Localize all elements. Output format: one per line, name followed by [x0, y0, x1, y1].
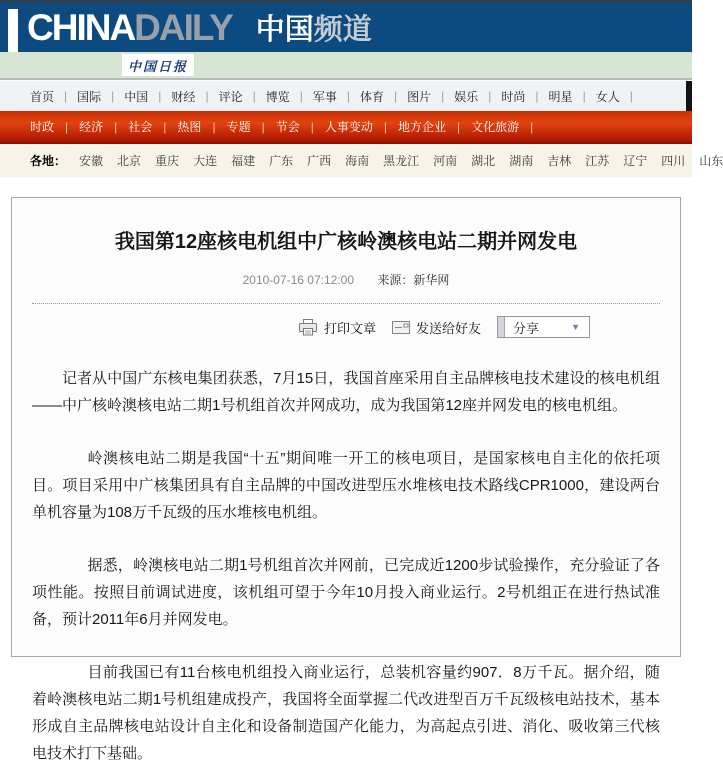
- region-jiangsu[interactable]: 江苏: [585, 154, 610, 168]
- article-source: 来源：新华网: [377, 273, 450, 287]
- nav2-item-festival[interactable]: 节会: [275, 120, 300, 134]
- nav2-item-economy[interactable]: 经济: [79, 120, 104, 134]
- logo-accent-bar: [8, 9, 18, 52]
- share-dropdown[interactable]: [497, 316, 590, 338]
- nav-item-entertainment[interactable]: 娱乐: [454, 89, 479, 104]
- article-title: 我国第12座核电机组中广核岭澳核电站二期并网发电: [114, 231, 578, 253]
- share-dropdown-strip: [498, 317, 505, 337]
- region-jilin[interactable]: 吉林: [547, 154, 572, 168]
- region-dalian[interactable]: 大连: [193, 154, 218, 168]
- nav-item-opinion[interactable]: 评论: [218, 89, 243, 104]
- nav-separator: |: [212, 119, 216, 134]
- nav-item-military[interactable]: 军事: [312, 89, 337, 104]
- send-to-friend-button[interactable]: 发送给好友: [415, 320, 481, 336]
- nav-separator: |: [441, 89, 445, 103]
- chinadaily-logo[interactable]: [27, 9, 232, 46]
- primary-nav: [0, 81, 692, 111]
- cut-off-element: [686, 81, 692, 111]
- brand-china: CHINA: [27, 7, 135, 48]
- nav-separator: |: [535, 89, 539, 103]
- nav-separator: |: [163, 119, 167, 134]
- nav-item-business[interactable]: 财经: [171, 89, 196, 104]
- secondary-nav: [0, 111, 692, 144]
- nav-separator: |: [394, 89, 398, 103]
- print-article-button[interactable]: 打印文章: [323, 320, 376, 336]
- article-paragraph: 目前我国已有11台核电机组投入商业运行，总装机容量约907．8万千瓦。据介绍，随着岭澳核电站二期1号机组建成投产，我国将全面掌握二代改进型百万千瓦级核电站技术，基本形成自主品牌核电站设计自主化和设备制造国产化能力，为高起点引进、消化、吸收第三代核电技术打下基础。: [32, 664, 660, 762]
- article-paragraph: 记者从中国广东核电集团获悉，7月15日，我国首座采用自主品牌核电技术建设的核电机组——中广核岭澳核电站二期1号机组首次并网成功，成为我国第12座并网发电的核电机组。: [32, 370, 660, 414]
- nav-separator: |: [310, 119, 314, 134]
- nav2-item-personnel[interactable]: 人事变动: [324, 120, 373, 134]
- nav-separator: |: [346, 89, 350, 103]
- chevron-down-icon: ▼: [571, 322, 580, 332]
- regions-label: 各地：: [30, 154, 67, 168]
- dotted-divider: [32, 303, 660, 304]
- region-beijing[interactable]: 北京: [117, 154, 142, 168]
- nav-separator: |: [261, 119, 265, 134]
- region-guangxi[interactable]: 广西: [307, 154, 332, 168]
- region-hainan[interactable]: 海南: [345, 154, 370, 168]
- nav2-item-culture-tourism[interactable]: 文化旅游: [471, 120, 520, 134]
- send-email-icon[interactable]: [392, 321, 410, 334]
- region-guangdong[interactable]: 广东: [269, 154, 294, 168]
- nav-item-photo[interactable]: 图片: [407, 89, 432, 104]
- nav2-item-politics[interactable]: 时政: [30, 120, 55, 134]
- region-henan[interactable]: 河南: [433, 154, 458, 168]
- printer-icon[interactable]: [298, 319, 318, 336]
- region-heilongjiang[interactable]: 黑龙江: [383, 154, 420, 168]
- publish-date: 2010-07-16 07:12:00: [242, 273, 355, 287]
- nav-separator: |: [629, 89, 633, 103]
- nav-separator: |: [299, 89, 303, 103]
- nav-separator: |: [488, 89, 492, 103]
- region-anhui[interactable]: 安徽: [79, 154, 104, 168]
- region-fujian[interactable]: 福建: [231, 154, 256, 168]
- article-container: [11, 197, 681, 762]
- region-liaoning[interactable]: 辽宁: [623, 154, 648, 168]
- channel-part1: 中国: [255, 14, 314, 46]
- masthead: [0, 3, 692, 52]
- regions-bar: [0, 144, 723, 177]
- nav-separator: |: [530, 119, 534, 134]
- nav-item-star[interactable]: 明星: [548, 89, 573, 104]
- nav-item-home[interactable]: 首页: [30, 89, 55, 104]
- channel-title: [256, 7, 372, 48]
- nav-separator: |: [582, 89, 586, 103]
- nav-item-world[interactable]: 国际: [77, 89, 102, 104]
- spacer: [0, 177, 692, 197]
- article-paragraph: 岭澳核电站二期是我国“十五”期间唯一开工的核电项目，是国家核电自主化的依托项目。项目采用中广核集团具有自主品牌的中国改进型压水堆核电技术路线CPR1000，建设两台单机容量为108万千瓦级的压水堆核电机组。: [32, 450, 660, 521]
- nav-separator: |: [252, 89, 256, 103]
- nav-item-women[interactable]: 女人: [595, 89, 620, 104]
- article-paragraph: 据悉，岭澳核电站二期1号机组首次并网前，已完成近1200步试验操作，充分验证了各项性能。按照目前调试进度，该机组可望于今年10月投入商业运行。2号机组正在进行热试准备，预计2011年6月并网发电。: [32, 557, 660, 628]
- region-hubei[interactable]: 湖北: [471, 154, 496, 168]
- nav2-item-hot-photos[interactable]: 热图: [177, 120, 202, 134]
- article-toolbar: [32, 315, 660, 339]
- share-label: 分享: [513, 320, 540, 336]
- nav-separator: |: [457, 119, 461, 134]
- brand-daily: DAILY: [134, 7, 232, 48]
- nav-item-china[interactable]: 中国: [124, 89, 149, 104]
- nav2-item-local-enterprise[interactable]: 地方企业: [397, 120, 446, 134]
- nav-item-fashion[interactable]: 时尚: [501, 89, 526, 104]
- region-chongqing[interactable]: 重庆: [155, 154, 180, 168]
- region-shandong[interactable]: 山东: [699, 154, 723, 168]
- nav-item-bolan[interactable]: 博览: [265, 89, 290, 104]
- channel-part2: 频道: [313, 14, 372, 46]
- nav-separator: |: [65, 119, 69, 134]
- nav-separator: |: [114, 119, 118, 134]
- nav2-item-special[interactable]: 专题: [226, 120, 251, 134]
- region-hunan[interactable]: 湖南: [509, 154, 534, 168]
- nav-separator: |: [111, 89, 115, 103]
- nav-separator: |: [205, 89, 209, 103]
- nav2-item-society[interactable]: 社会: [128, 120, 153, 134]
- nav-item-sports[interactable]: 体育: [359, 89, 384, 104]
- article-body: [32, 365, 660, 767]
- nav-separator: |: [64, 89, 68, 103]
- article-meta: [32, 271, 660, 288]
- nav-separator: |: [383, 119, 387, 134]
- region-sichuan[interactable]: 四川: [661, 154, 686, 168]
- sub-header-strip: [0, 52, 692, 78]
- nav-separator: |: [158, 89, 162, 103]
- chinadaily-chinese-logo[interactable]: 中国日报: [122, 54, 194, 76]
